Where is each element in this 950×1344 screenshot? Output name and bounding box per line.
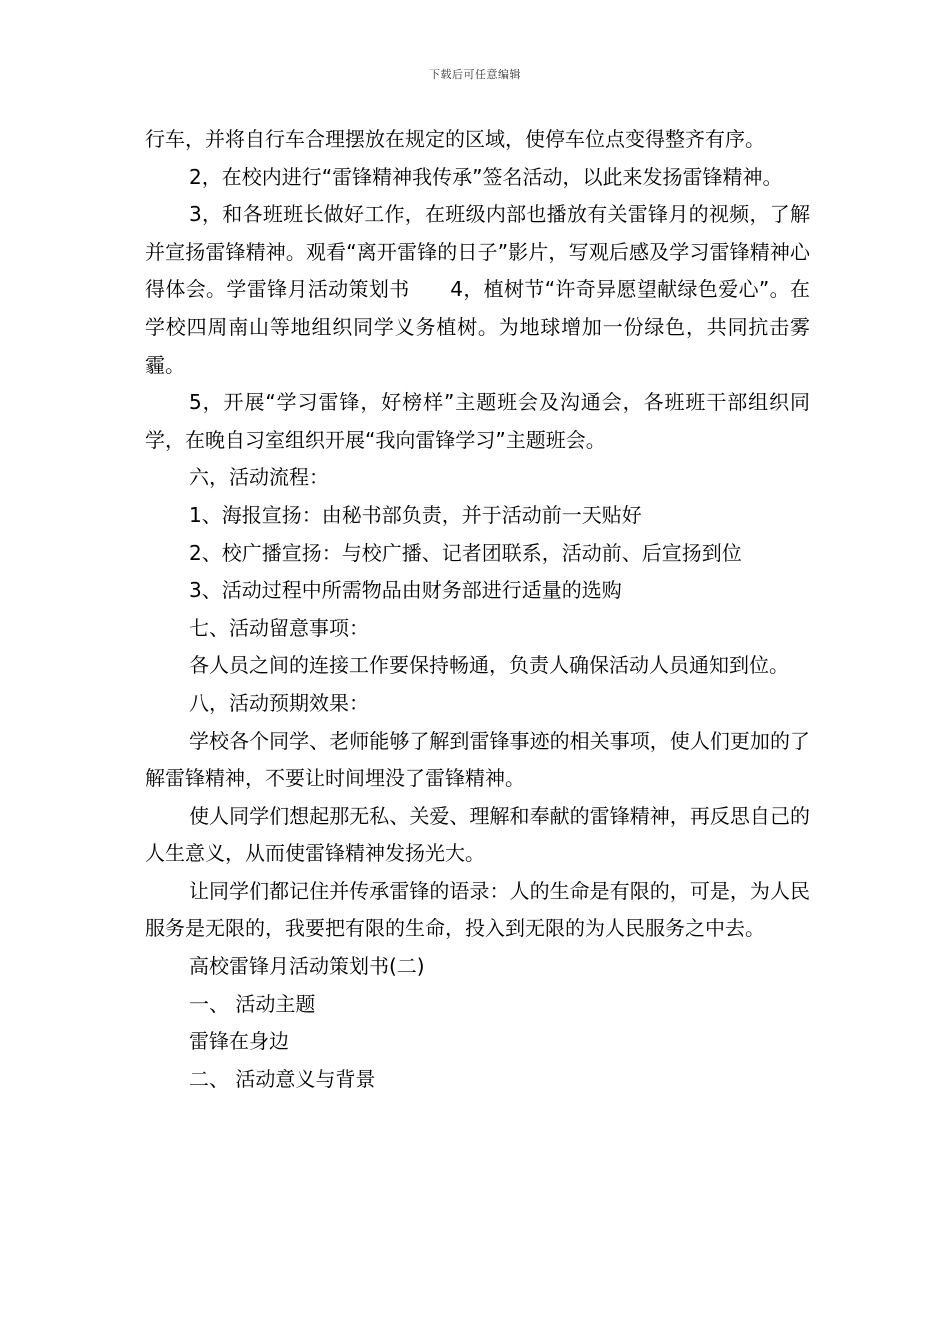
section-heading: 八，活动预期效果： bbox=[189, 690, 369, 715]
list-item: 1、海报宣扬：由秘书部负责，并于活动前一天贴好 bbox=[189, 502, 642, 527]
document-body bbox=[145, 121, 810, 1098]
paragraph: 2，在校内进行“雷锋精神我传承”签名活动，以此来发扬雷锋精神。 bbox=[189, 164, 783, 189]
paragraph: 学校各个同学、老师能够了解到雷锋事迹的相关事项，使人们更加的了解雷锋精神，不要让时间埋没了雷锋精神。 bbox=[145, 728, 810, 791]
paragraph: 雷锋在身边 bbox=[189, 1029, 289, 1054]
list-item: 3、活动过程中所需物品由财务部进行适量的选购 bbox=[189, 578, 622, 603]
list-item: 2、校广播宣扬：与校广播、记者团联系，活动前、后宣扬到位 bbox=[189, 540, 742, 565]
paragraph: 行车，并将自行车合理摆放在规定的区域，使停车位点变得整齐有序。 bbox=[145, 127, 765, 151]
paragraph: 5，开展“学习雷锋，好榜样”主题班会及沟通会，各班班干部组织同学，在晚自习室组织开展“我向雷锋学习”主题班会。 bbox=[145, 390, 810, 452]
paragraph: 使人同学们想起那无私、关爱、理解和奉献的雷锋精神，再反思自己的人生意义，从而使雷锋精神发扬光大。 bbox=[145, 803, 810, 866]
paragraph: 让同学们都记住并传承雷锋的语录：人的生命是有限的，可是，为人民服务是无限的，我要把有限的生命，投入到无限的为人民服务之中去。 bbox=[145, 878, 810, 941]
section-heading: 六，活动流程： bbox=[189, 465, 329, 490]
paragraph: 3，和各班班长做好工作，在班级内部也播放有关雷锋月的视频，了解并宣扬雷锋精神。观看“离开雷锋的日子”影片，写观后感及学习雷锋精神心得体会。学雷锋月活动策划书 4，植树节“许奇异愿望献绿色爱心”。在学校四周南山等地组织同学义务植树。为地球增加一份绿色，共同抗击雾霾。 bbox=[145, 202, 810, 377]
section-heading: 二、 活动意义与背景 bbox=[189, 1066, 376, 1091]
paragraph: 各人员之间的连接工作要保持畅通，负责人确保活动人员通知到位。 bbox=[189, 653, 789, 678]
page-header: 下载后可任意编辑 bbox=[429, 68, 521, 81]
section-heading: 一、 活动主题 bbox=[189, 991, 316, 1016]
document-subtitle: 高校雷锋月活动策划书(二) bbox=[189, 954, 425, 979]
section-heading: 七、活动留意事项： bbox=[189, 615, 369, 640]
